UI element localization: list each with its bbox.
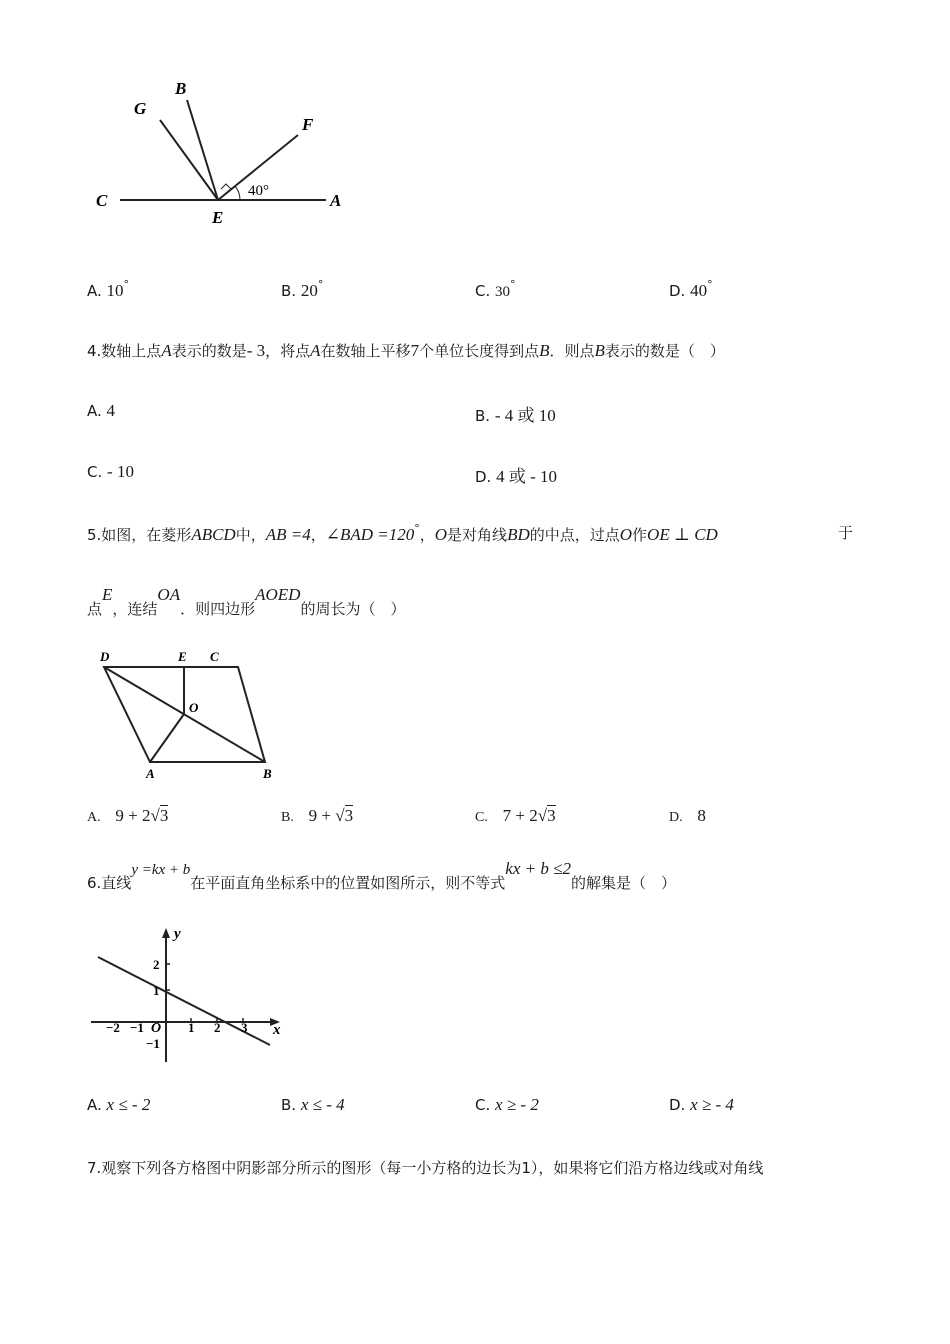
- label-e: E: [212, 208, 224, 227]
- q3-option-b[interactable]: B. 20°: [281, 278, 324, 300]
- q5-stem-yu: 于: [838, 524, 854, 542]
- q3-option-d[interactable]: D. 40°: [669, 278, 713, 300]
- q3-option-a[interactable]: A. 10°: [87, 278, 130, 300]
- label-a: A: [330, 191, 342, 210]
- q7-stem: 7.观察下列各方格图中阴影部分所示的图形（每一小方格的边长为1），如果将它们沿方格边线或对角线: [87, 1159, 764, 1177]
- q4-option-a[interactable]: A. 4: [87, 401, 116, 420]
- q4-stem: 4.数轴上点A表示的数是- 3，将点A在数轴上平移7个单位长度得到点B．则点B表示的数是（ ）: [87, 341, 725, 360]
- tick-label-x-2: 2: [214, 1020, 221, 1035]
- q5-stem-line1: 5.如图，在菱形ABCD中，AB =4，∠BAD =120°，O是对角线BD的中点，过点O作OE ⊥ CD: [87, 522, 718, 544]
- label-d: D: [100, 649, 110, 664]
- tick-label-y-neg1: −1: [146, 1036, 160, 1051]
- sqrt-sign: √: [335, 806, 345, 825]
- label-c: C: [96, 191, 108, 210]
- q5-option-c[interactable]: C. 7 + 2√3: [475, 806, 556, 825]
- q6-option-a[interactable]: A. x ≤ - 2: [87, 1095, 151, 1114]
- label-b: B: [263, 766, 272, 781]
- label-o: O: [189, 700, 199, 715]
- q3-option-c[interactable]: C. 30°: [475, 278, 516, 300]
- q5-option-d[interactable]: D. 8: [669, 806, 706, 825]
- angle-figure: [80, 70, 370, 235]
- tick-label-x-1: 1: [188, 1020, 195, 1035]
- q6-option-c[interactable]: C. x ≥ - 2: [475, 1095, 539, 1114]
- sqrt-sign: √: [150, 806, 160, 825]
- right-angle-mark: [221, 184, 231, 189]
- q4-option-c[interactable]: C. - 10: [87, 462, 134, 481]
- q5-option-b[interactable]: B. 9 + √3: [281, 806, 354, 825]
- label-y: y: [174, 926, 181, 942]
- tick-label-x-neg2: −2: [106, 1020, 120, 1035]
- q5-stem-line2: 点E，连结OA．则四边形AOED的周长为（ ）: [87, 585, 406, 618]
- angle-label: 40°: [248, 183, 269, 199]
- ticks: [166, 964, 243, 1022]
- angle-arc: [235, 186, 240, 200]
- tick-label-y-2: 2: [153, 957, 160, 972]
- label-g: G: [134, 99, 147, 118]
- segment-oa: [150, 714, 184, 762]
- q6-option-b[interactable]: B. x ≤ - 4: [281, 1095, 345, 1114]
- label-e: E: [178, 649, 187, 664]
- q4-option-d[interactable]: D. 4 或 - 10: [475, 467, 558, 486]
- label-f: F: [302, 115, 314, 134]
- q6-stem: 6.直线y =kx + b在平面直角坐标系中的位置如图所示，则不等式kx + b ≤2的解集是（ ）: [87, 859, 676, 892]
- y-axis-arrow: [162, 928, 170, 938]
- coordinate-figure: [88, 922, 288, 1064]
- label-origin: O: [151, 1021, 162, 1036]
- label-c: C: [210, 649, 219, 664]
- q6-option-d[interactable]: D. x ≥ - 4: [669, 1095, 734, 1114]
- label-a: A: [146, 766, 155, 781]
- q5-option-a[interactable]: A. 9 + 2√3: [87, 806, 169, 825]
- tick-label-y-1: 1: [153, 983, 160, 998]
- ray-eg: [160, 120, 218, 200]
- label-x: x: [273, 1022, 281, 1038]
- q4-option-b[interactable]: B. - 4 或 10: [475, 406, 556, 425]
- ray-eb: [187, 100, 218, 200]
- sqrt-sign: √: [537, 806, 548, 825]
- label-b: B: [175, 79, 187, 98]
- tick-label-x-3: 3: [241, 1020, 248, 1035]
- rhombus-figure: [88, 645, 288, 785]
- tick-label-x-neg1: −1: [130, 1020, 144, 1035]
